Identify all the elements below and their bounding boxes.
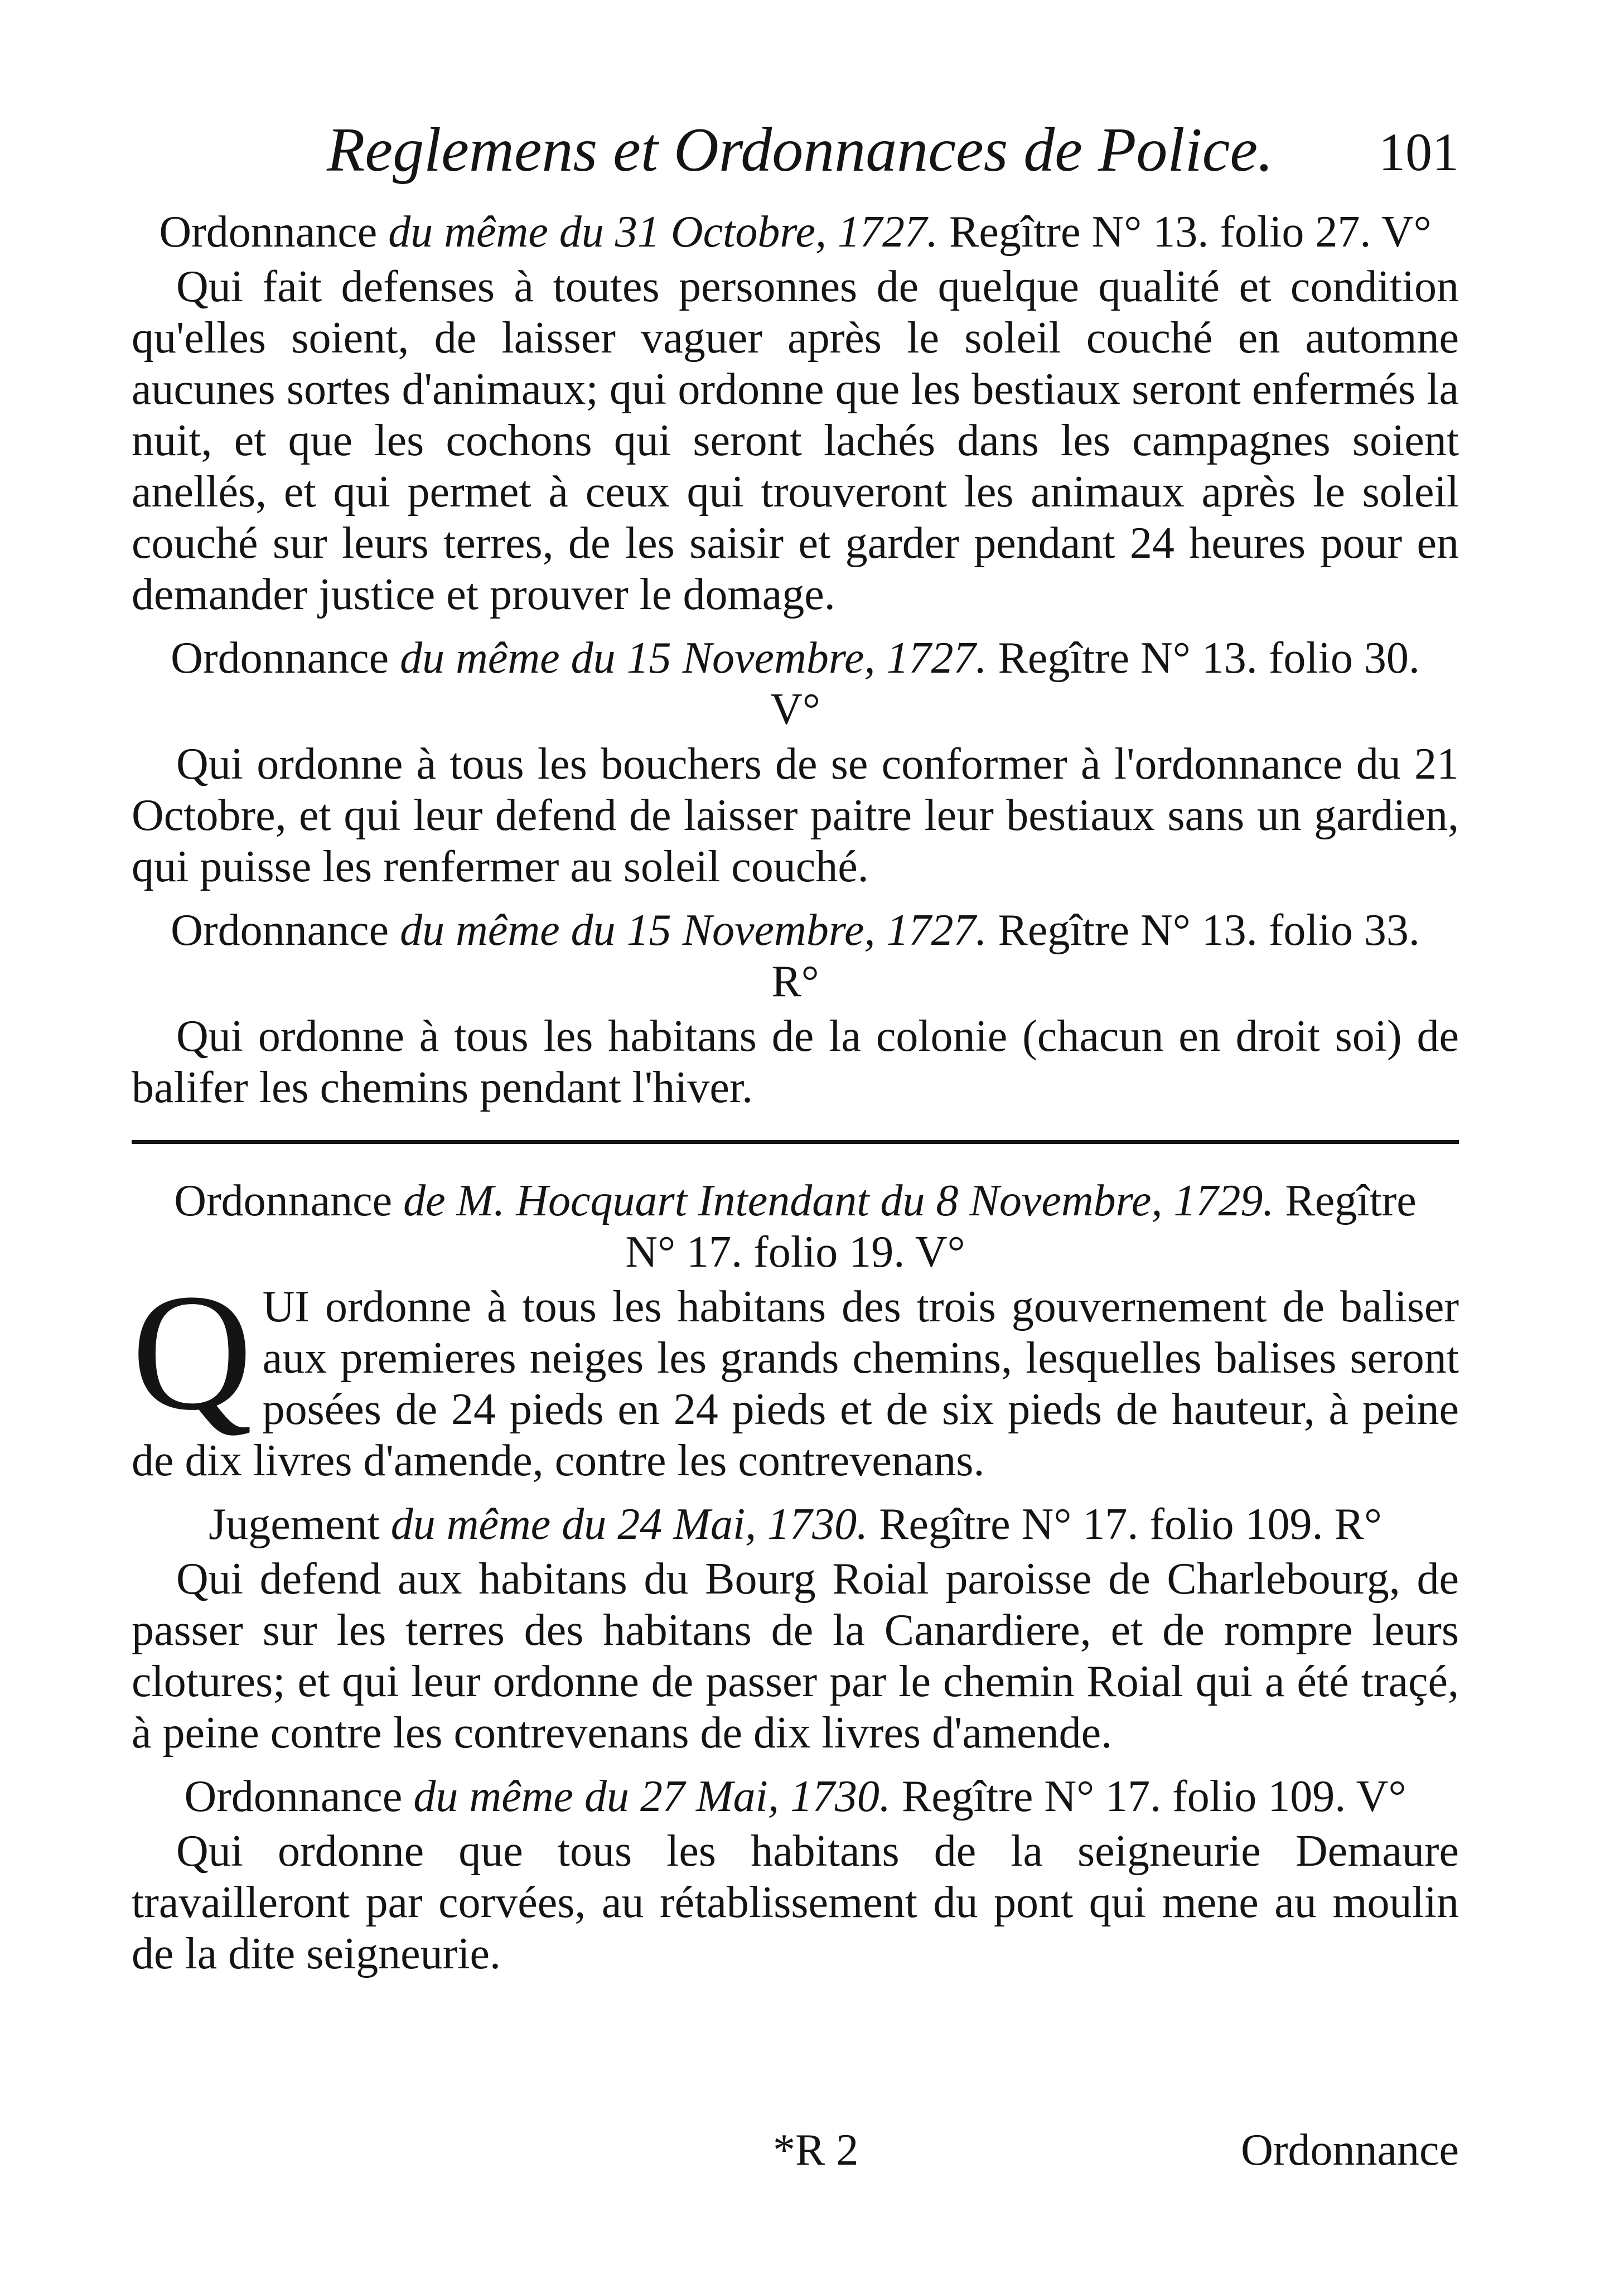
entry-detail: du même du 15 Novembre, 1727. [400, 634, 987, 683]
entry-type: Ordonnance [174, 1176, 393, 1225]
entry [132, 1499, 1459, 1759]
entry-detail: du même du 31 Octobre, 1727. [388, 207, 939, 257]
signature-mark: *R 2 [773, 2126, 859, 2175]
entry-heading [132, 1499, 1459, 1550]
entry-text: Qui ordonne à tous les bouchers de se conformer à l'ordonnance du 21 Octobre, et qui leur defend de laisser paitre leur bestiaux sans un gardien, qui puisse les renfermer au soleil couché. [132, 740, 1459, 891]
entry-type: Ordonnance [171, 634, 389, 683]
document-page [132, 0, 1459, 2279]
entry-type: Ordonnance [171, 906, 389, 955]
entry-register: Regître N° 17. folio 19. V° [625, 1176, 1417, 1277]
entry [132, 632, 1459, 892]
entry-register: Regître N° 17. folio 109. R° [879, 1500, 1382, 1549]
page-number: 101 [1379, 122, 1459, 182]
section-separator [132, 1140, 1459, 1144]
entry-text: Qui defend aux habitans du Bourg Roial paroisse de Charlebourg, de passer sur les terres des habitans de la Canardiere, et de rompre leurs clotures; et qui leur ordonne de passer par le chemin Roial qui a été traçé, à peine contre les contrevenans de dix livres d'amende. [132, 1554, 1459, 1757]
entry-text: Qui fait defenses à toutes personnes de quelque qualité et condition qu'elles soient, de laisser vaguer après le soleil couché en automne aucunes sortes d'animaux; qui ordonne que les bestiaux seront enfermés la nuit, et que les cochons qui seront lachés dans les campagnes soient anellés, et qui permet à ceux qui trouveront les animaux après le soleil couché sur leurs terres, de les saisir et garder pendant 24 heures pour en demander justice et prouver le domage. [132, 262, 1459, 619]
entry-type: Jugement [209, 1500, 380, 1549]
entry-register: Regître N° 13. folio 33. R° [771, 906, 1420, 1006]
entry [132, 206, 1459, 620]
entry-detail: du même du 27 Mai, 1730. [413, 1772, 891, 1821]
entry-heading [132, 632, 1459, 735]
entry-type: Ordonnance [159, 207, 378, 257]
entry-detail: du même du 15 Novembre, 1727. [400, 906, 987, 955]
entry-text-dropcap [132, 1259, 1459, 1486]
drop-cap: Q [132, 1259, 253, 1445]
page-footer [132, 2125, 1459, 2181]
entry-register: Regître N° 17. folio 109. V° [901, 1772, 1406, 1821]
entry [132, 1771, 1459, 1979]
entry-detail: de M. Hocquart Intendant du 8 Novembre, 1729. [403, 1176, 1274, 1225]
entry-heading [132, 206, 1459, 258]
entry [132, 1175, 1459, 1499]
entry-register: Regître N° 13. folio 27. V° [949, 207, 1432, 257]
catchword: Ordonnance [1241, 2126, 1459, 2175]
running-title: Reglemens et Ordonnances de Police. [327, 115, 1274, 185]
entry-text: Qui ordonne que tous les habitans de la seigneurie Demaure travailleront par corvées, au rétablissement du pont qui mene au moulin de la dite seigneurie. [132, 1827, 1459, 1978]
entry [132, 905, 1459, 1113]
entry-register: Regître N° 13. folio 30. V° [770, 634, 1420, 734]
entry-heading [132, 1771, 1459, 1822]
entries [132, 206, 1459, 1992]
running-header [132, 114, 1459, 187]
entry-text: Qui ordonne à tous les habitans de la colonie (chacun en droit soi) de balifer les chemins pendant l'hiver. [132, 1012, 1459, 1112]
entry-text: UI ordonne à tous les habitans des trois gouvernement de baliser aux premieres neiges les grands chemins, lesquelles balises seront posées de 24 pieds en 24 pieds et de six pieds de hauteur, à peine de dix livres d'amende, contre les contrevenans. [132, 1282, 1459, 1485]
entry-heading [132, 905, 1459, 1007]
entry-detail: du même du 24 Mai, 1730. [390, 1500, 868, 1549]
entry-type: Ordonnance [184, 1772, 403, 1821]
entry-heading [132, 1175, 1459, 1278]
